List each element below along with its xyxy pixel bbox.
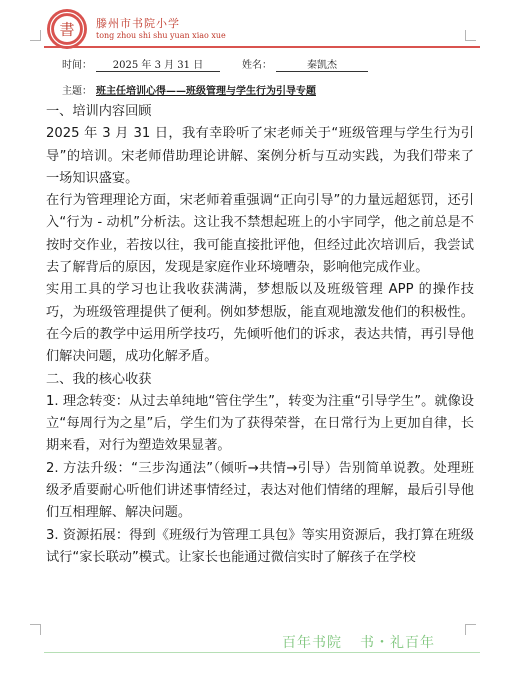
crop-mark-top-right: [465, 30, 476, 41]
date-value: 2025 年 3 月 31 日: [96, 56, 220, 72]
header-divider: [44, 46, 480, 48]
paragraph-4: 1. 理念转变：从过去单纯地“管住学生”，转变为注重“引导学生”。就像设立“每周行为之星”后，学生们为了获得荣誉，在日常行为上更加自律，长期来看，对行为塑造效果显著。: [46, 393, 474, 454]
paragraph-1: 2025 年 3 月 31 日，我有幸聆听了宋老师关于“班级管理与学生行为引导”的培训。宋老师借助理论讲解、案例分析与互动实践，为我们带来了一场知识盛宴。: [46, 126, 474, 186]
name-value: 秦凯杰: [276, 56, 368, 72]
school-pinyin: tong zhou shi shu yuan xiao xue: [96, 31, 226, 40]
section-heading-2: 二、我的核心收获: [46, 371, 152, 387]
logo-char: 書: [59, 20, 75, 39]
meta-row: [62, 56, 368, 72]
document-body: [46, 101, 474, 569]
topic-label: 主题：: [62, 86, 92, 97]
paragraph-3: 实用工具的学习也让我收获满满，梦想版以及班级管理 APP 的操作技巧，为班级管理提供了便利。例如梦想版，能直观地激发他们的积极性。在今后的教学中运用所学技巧，先倾听他们的诉求，表达共情，再引导他们解决问题，成功化解矛盾。: [46, 282, 474, 365]
footer-right-text: 书・礼百年: [360, 635, 435, 651]
topic-row: [62, 82, 316, 97]
footer-slogan: [282, 632, 435, 652]
footer-left-text: 百年书院: [282, 635, 342, 651]
name-label: 姓名：: [242, 60, 272, 71]
school-seal-icon: [46, 8, 88, 50]
school-name: 滕州市书院小学: [96, 17, 180, 30]
paragraph-2: 在行为管理理论方面，宋老师着重强调“正向引导”的力量远超惩罚，还引入“行为 - 动机”分析法。这让我不禁想起班上的小宇同学，他之前总是不按时交作业，若按以往，我可能直接批评他，但经过此次培训后，我尝试去了解背后的原因，发现是家庭作业环境嘈杂，影响他完成作业。: [46, 193, 474, 276]
crop-mark-bottom-right: [465, 624, 476, 635]
crop-mark-bottom-left: [30, 624, 41, 635]
topic-value: 班主任培训心得——班级管理与学生行为引导专题: [96, 86, 316, 97]
paragraph-5: 2. 方法升级：“三步沟通法”（倾听→共情→引导）告别简单说教。处理班级矛盾要耐心听他们讲述事情经过，表达对他们情绪的理解，最后引导他们互相理解、解决问题。: [46, 460, 474, 521]
crop-mark-top-left: [30, 30, 41, 41]
footer-divider: [44, 652, 480, 653]
section-heading-1: 一、培训内容回顾: [46, 104, 152, 119]
date-label: 时间：: [62, 60, 92, 71]
paragraph-6: 3. 资源拓展：得到《班级行为管理工具包》等实用资源后，我打算在班级试行“家长联动”模式。让家长也能通过微信实时了解孩子在学校: [46, 527, 474, 565]
